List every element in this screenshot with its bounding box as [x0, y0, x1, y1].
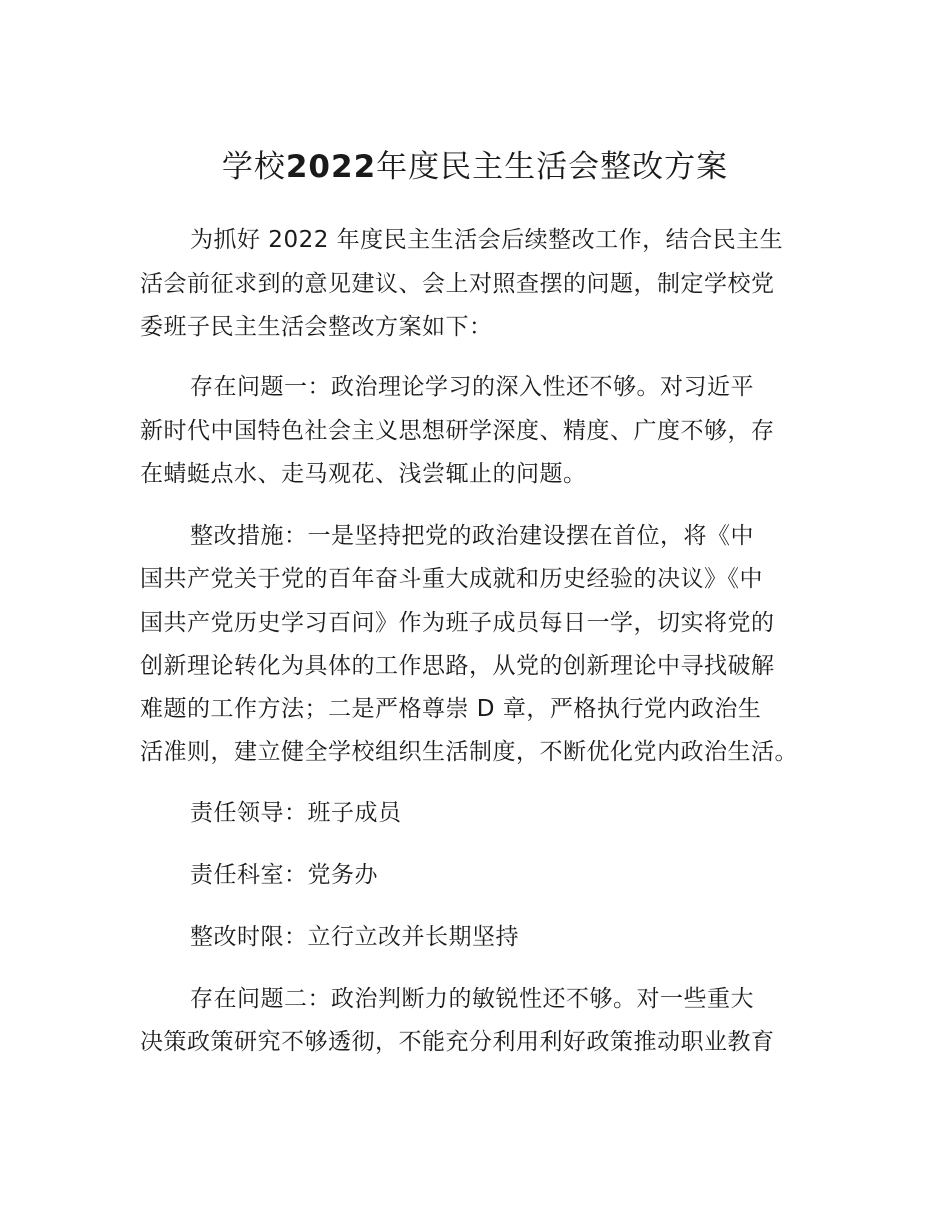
issue-two-line-1: 存在问题二：政治判断力的敏锐性还不够。对一些重大 — [190, 986, 754, 1012]
title-prefix: 学校 — [221, 149, 286, 185]
intro-line-2: 活会前征求到的意见建议、会上对照查摆的问题，制定学校党 — [140, 271, 775, 297]
responsible-office: 责任科室：党务办 — [190, 862, 378, 888]
measures-line-1: 整改措施：一是坚持把党的政治建设摆在首位，将《中 — [190, 523, 754, 549]
measures-line-4: 创新理论转化为具体的工作思路，从党的创新理论中寻找破解 — [140, 653, 775, 679]
measures-line-3: 国共产党历史学习百问》作为班子成员每日一学，切实将党的 — [140, 610, 775, 636]
issue-one-line-3: 在蜻蜓点水、走马观花、浅尝辄止的问题。 — [140, 461, 587, 487]
measures-line-6: 活准则，建立健全学校组织生活制度，不断优化党内政治生活。 — [140, 739, 798, 765]
measures-line-5: 难题的工作方法；二是严格尊崇 D 章，严格执行党内政治生 — [140, 696, 762, 722]
intro-line-3: 委班子民主生活会整改方案如下： — [140, 314, 493, 340]
deadline: 整改时限：立行立改并长期坚持 — [190, 924, 519, 950]
title-suffix: 年度民主生活会整改方案 — [376, 149, 729, 185]
responsible-leader: 责任领导：班子成员 — [190, 800, 402, 826]
measures-line-2: 国共产党关于党的百年奋斗重大成就和历史经验的决议》《中 — [140, 566, 763, 592]
issue-one-line-1: 存在问题一：政治理论学习的深入性还不够。对习近平 — [190, 374, 754, 400]
intro-line-1: 为抓好 2022 年度民主生活会后续整改工作，结合民主生 — [190, 227, 784, 253]
document-title — [0, 144, 950, 190]
issue-one-line-2: 新时代中国特色社会主义思想研学深度、精度、广度不够，存 — [140, 418, 775, 444]
title-year: 2022 — [285, 149, 377, 185]
issue-two-line-2: 决策政策研究不够透彻，不能充分利用利好政策推动职业教育 — [140, 1029, 775, 1055]
